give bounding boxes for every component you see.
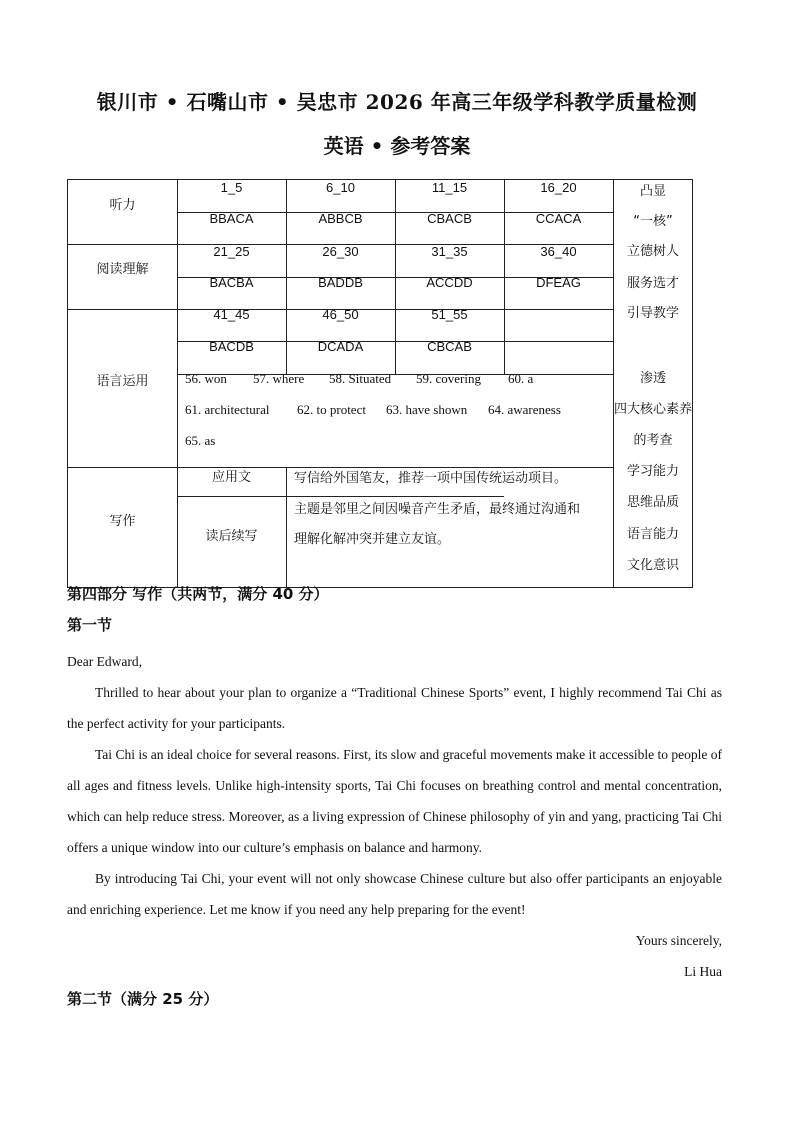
fill-answer: 58. Situated: [329, 371, 392, 386]
range-cell: 36_40: [540, 244, 577, 259]
writing-task1-desc: 写信给外国笔友，推荐一项中国传统运动项目。: [294, 471, 568, 486]
range-cell: 41_45: [213, 307, 250, 322]
label-writing: 写作: [109, 514, 136, 529]
fill-answer: 65. as: [185, 433, 216, 448]
answer-cell: DFEAG: [536, 275, 581, 290]
writing-task2-name: 读后续写: [205, 529, 258, 544]
fill-answer: 59. covering: [416, 371, 481, 386]
answer-cell: BACBA: [209, 275, 254, 290]
answer-table: [67, 179, 693, 588]
side-note: 凸显: [639, 184, 666, 199]
side-note: 语言能力: [626, 527, 679, 542]
range-cell: 11_15: [431, 180, 468, 195]
essay-greeting: Dear Edward,: [67, 654, 142, 669]
essay-signature: Li Hua: [684, 964, 722, 979]
side-note: 立德树人: [626, 244, 679, 259]
writing-task2-desc-line2: 理解化解冲突并建立友谊。: [294, 532, 451, 547]
answer-cell: BBACA: [209, 211, 254, 226]
essay-closing: Yours sincerely,: [635, 933, 722, 948]
range-cell: 46_50: [322, 307, 359, 322]
fill-answer: 63. have shown: [386, 402, 468, 417]
side-note: 学习能力: [626, 464, 679, 479]
answer-cell: BADDB: [318, 275, 363, 290]
answer-cell: CBACB: [427, 211, 472, 226]
fill-answer: 56. won: [185, 371, 227, 386]
range-cell: 1_5: [220, 180, 243, 195]
writing-task1-name: 应用文: [211, 470, 251, 485]
essay-paragraph-3: By introducing Tai Chi, your event will not only showcase Chinese culture but also offer participants an enjoyable and enriching experience. Let me know if you need any help preparing for the event!: [67, 871, 722, 917]
essay-paragraph-1: Thrilled to hear about your plan to organize a “Traditional Chinese Sports” event, I highly recommend Tai Chi as the perfect activity for your participants.: [67, 685, 722, 731]
label-listening: 听力: [109, 198, 136, 213]
answer-cell: ACCDD: [426, 275, 473, 290]
side-note: 思维品质: [626, 495, 679, 510]
label-reading: 阅读理解: [96, 262, 149, 277]
model-essay: [67, 646, 722, 987]
answer-cell: BACDB: [209, 339, 254, 354]
range-cell: 26_30: [322, 244, 359, 259]
section1-heading: 第一节: [67, 616, 113, 634]
range-cell: 51_55: [431, 307, 468, 322]
answer-cell: DCADA: [317, 339, 364, 354]
fill-answer: 60. a: [508, 371, 534, 386]
page-subtitle: 英语 • 参考答案: [323, 134, 471, 158]
side-note: 文化意识: [626, 558, 679, 573]
side-note: “一核”: [633, 214, 673, 229]
range-cell: 31_35: [431, 244, 468, 259]
side-note: 四大核心素养: [613, 402, 692, 417]
side-note: 的考查: [633, 433, 673, 448]
side-note: 服务选才: [626, 276, 679, 291]
answer-cell: CCACA: [535, 211, 582, 226]
writing-task2-desc-line1: 主题是邻里之间因噪音产生矛盾，最终通过沟通和: [294, 502, 581, 517]
answer-cell: CBCAB: [427, 339, 472, 354]
fill-answer: 61. architectural: [185, 402, 270, 417]
range-cell: 6_10: [326, 180, 355, 195]
section2-heading: 第二节（满分 25 分）: [67, 990, 219, 1008]
part4-heading: 第四部分 写作（共两节，满分 40 分）: [67, 585, 329, 603]
fill-answer: 57. where: [253, 371, 305, 386]
page-title: 银川市 • 石嘴山市 • 吴忠市 2026 年高三年级学科教学质量检测: [96, 90, 698, 114]
fill-answer: 62. to protect: [297, 402, 366, 417]
side-note: 引导教学: [626, 306, 679, 321]
range-cell: 21_25: [213, 244, 250, 259]
essay-paragraph-2: Tai Chi is an ideal choice for several reasons. First, its slow and graceful movements make it accessible to people of all ages and fitness levels. Unlike high-intensity sports, Tai Chi focuses on breathing control and mental concentration, which can help reduce stress. Moreover, as a living expression of Chinese philosophy of yin and yang, practicing Tai Chi offers a unique window into our culture’s emphasis on balance and harmony.: [67, 747, 722, 855]
range-cell: 16_20: [540, 180, 577, 195]
answer-cell: ABBCB: [318, 211, 363, 226]
fill-answer: 64. awareness: [488, 402, 561, 417]
side-note: 渗透: [639, 371, 666, 386]
label-language: 语言运用: [96, 374, 149, 389]
